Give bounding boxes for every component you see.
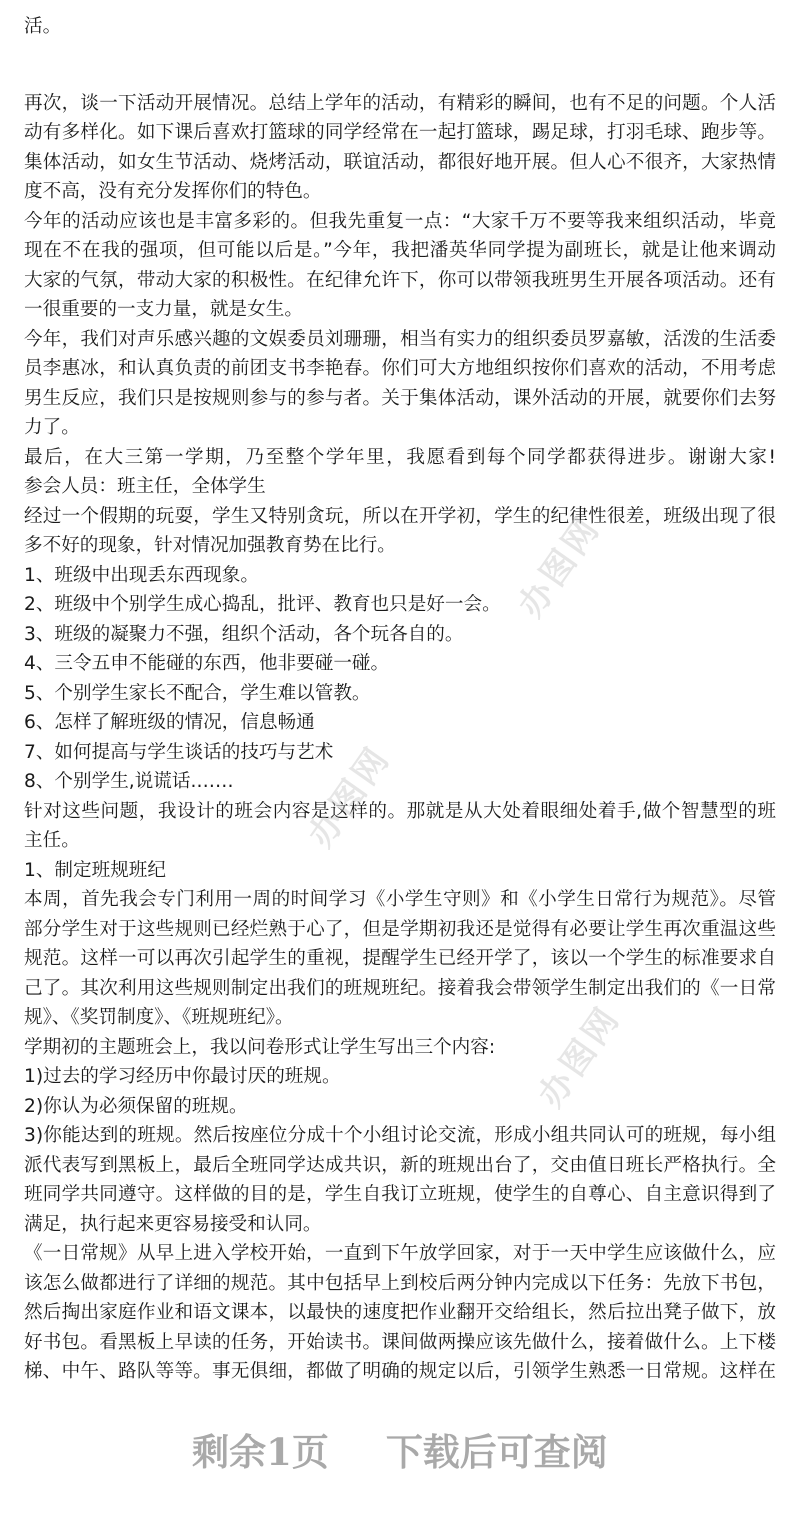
text-line: 1、制定班规班纪 [24,859,166,881]
text-line: 6、怎样了解班级的情况，信息畅通 [24,712,315,733]
text-line: 度不高，没有充分发挥你们的特色。 [24,181,322,202]
text-line: 规范。这样一可以再次引起学生的重视，提醒学生已经开学了，该以一个学生的标准要求自 [24,948,776,969]
paragraph [24,561,776,591]
text-line: 满足，执行起来更容易接受和认同。 [24,1213,322,1235]
watermark: 办图网 [510,508,609,625]
text-line: 员李惠冰，和认真负责的前团支书李艳春。你们可大方地组织按你们喜欢的活动，不用考虑 [24,358,776,379]
text-line: 部分学生对于这些规则已经烂熟于心了，但是学期初我还是觉得有必要让学生再次重温这些 [24,918,776,940]
text-line: 规》、《奖罚制度》、《班规班纪》。 [24,1007,294,1028]
text-line: 主任。 [24,830,80,851]
text-line: 己了。其次利用这些规则制定出我们的班规班纪。接着我会带领学生制定出我们的《一日常 [24,977,776,999]
paragraph [24,885,776,1033]
paragraph [24,89,776,207]
paragraph [24,472,776,502]
document-body [24,12,776,1387]
paragraph [24,1062,776,1092]
text-line: 5、个别学生家长不配合，学生难以管教。 [24,682,371,704]
watermark: 办图网 [300,738,399,855]
paragraph [24,12,776,42]
paragraph [24,325,776,443]
watermark: 办图网 [530,998,629,1115]
text-line: 经过一个假期的玩耍，学生又特别贪玩，所以在开学初，学生的纪律性很差，班级出现了很 [24,505,776,527]
download-to-read-label[interactable]: 下载后可查阅 [385,1430,608,1474]
paragraph [24,1121,776,1239]
text-line: 一很重要的一支力量，就是女生。 [24,299,303,320]
text-line: 今年的活动应该也是丰富多彩的。但我先重复一点：“大家千万不要等我来组织活动，毕竟 [24,210,776,232]
text-line: 动有多样化。如下课后喜欢打篮球的同学经常在一起打篮球，踢足球，打羽毛球、跑步等。 [24,122,776,143]
paragraph [24,443,776,473]
remaining-pages-label[interactable]: 剩余1页 [192,1430,329,1474]
text-line: 2)你认为必须保留的班规。 [24,1095,248,1117]
text-line: 力了。 [24,417,80,438]
text-line: 大家的气氛，带动大家的积极性。在纪律允许下，你可以带领我班男生开展各项活动。还有 [24,269,776,291]
text-line: 好书包。看黑板上早读的任务，开始读书。课间做两操应该先做什么，接着做什么。上下楼 [24,1331,776,1353]
text-line: 针对这些问题，我设计的班会内容是这样的。那就是从大处着眼细处着手,做个智慧型的班 [24,800,776,822]
text-line: 2、班级中个别学生成心捣乱，批评、教育也只是好一会。 [24,594,501,615]
paragraph [24,856,776,886]
text-line: 该怎么做都进行了详细的规范。其中包括早上到校后两分钟内完成以下任务：先放下书包， [24,1272,776,1294]
text-line: 活。 [24,16,62,37]
text-line: 4、三令五申不能碰的东西，他非要碰一碰。 [24,653,390,674]
text-line: 学期初的主题班会上，我以问卷形式让学生写出三个内容: [24,1036,496,1058]
paragraph [24,1033,776,1063]
text-line: 本周，首先我会专门利用一周的时间学习《小学生守则》和《小学生日常行为规范》。尽管 [24,889,776,910]
text-line: 班同学共同遵守。这样做的目的是，学生自我订立班规，使学生的自尊心、自主意识得到了 [24,1184,776,1205]
text-line: 集体活动，如女生节活动、烧烤活动，联谊活动，都很好地开展。但人心不很齐，大家热情 [24,151,776,173]
paragraph-gap [24,42,776,89]
text-line: 再次，谈一下活动开展情况。总结上学年的活动，有精彩的瞬间，也有不足的问题。个人活 [24,92,776,114]
text-line: 3)你能达到的班规。然后按座位分成十个小组讨论交流，形成小组共同认可的班规，每小组 [24,1125,776,1146]
paragraph [24,1092,776,1122]
text-line: 1、班级中出现丢东西现象。 [24,564,259,586]
text-line: 1)过去的学习经历中你最讨厌的班规。 [24,1066,341,1087]
paragraph [24,708,776,738]
paragraph [24,620,776,650]
paragraph [24,207,776,325]
paragraph [24,649,776,679]
text-line: 男生反应，我们只是按规则参与的参与者。关于集体活动，课外活动的开展，就要你们去努 [24,387,776,409]
text-line: 7、如何提高与学生谈话的技巧与艺术 [24,741,334,763]
paragraph [24,502,776,561]
text-line: 8、个别学生,说谎话.…… [24,771,234,792]
text-line: 派代表写到黑板上，最后全班同学达成共识，新的班规出台了，交由值日班长严格执行。全 [24,1154,776,1176]
text-line: 《一日常规》从早上进入学校开始，一直到下午放学回家，对于一天中学生应该做什么，应 [24,1243,776,1264]
text-line: 最后，在大三第一学期，乃至整个学年里，我愿看到每个同学都获得进步。谢谢大家! [24,446,776,468]
text-line: 梯、中午、路队等等。事无俱细，都做了明确的规定以后，引领学生熟悉一日常规。这样在 [24,1361,776,1382]
paragraph [24,767,776,797]
paragraph [24,738,776,768]
text-line: 多不好的现象，针对情况加强教育势在比行。 [24,535,396,556]
text-line: 3、班级的凝聚力不强，组织个活动，各个玩各自的。 [24,623,464,645]
text-line: 现在不在我的强项，但可能以后是。”今年，我把潘英华同学提为副班长，就是让他来调动 [24,240,776,261]
paragraph [24,1239,776,1387]
paragraph [24,797,776,856]
download-prompt[interactable] [0,1422,800,1476]
paragraph [24,590,776,620]
text-line: 今年，我们对声乐感兴趣的文娱委员刘珊珊，相当有实力的组织委员罗嘉敏，活泼的生活委 [24,328,776,350]
paragraph [24,679,776,709]
text-line: 然后掏出家庭作业和语文课本，以最快的速度把作业翻开交给组长，然后拉出凳子做下，放 [24,1302,776,1323]
text-line: 参会人员：班主任，全体学生 [24,476,266,497]
